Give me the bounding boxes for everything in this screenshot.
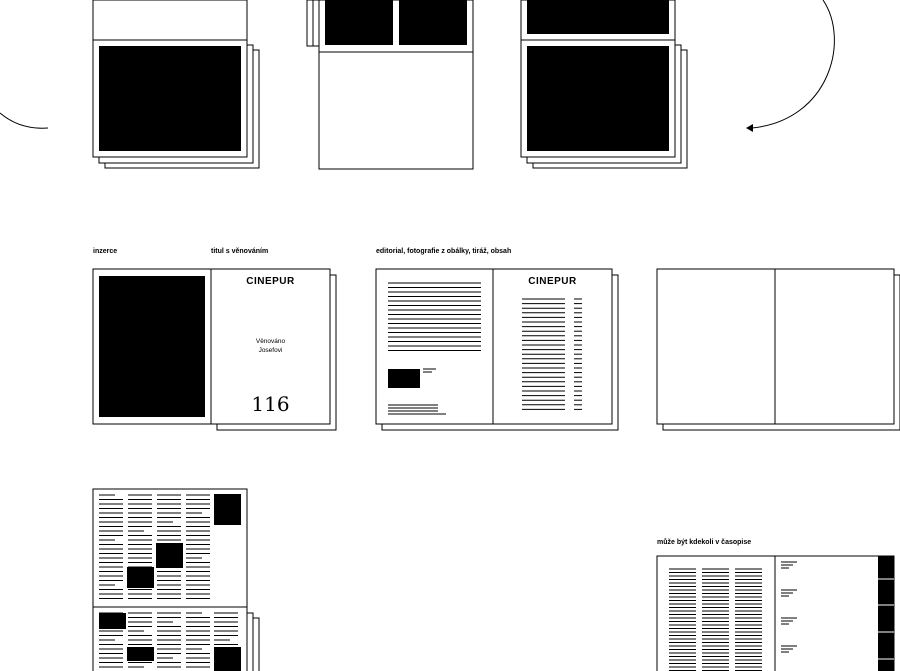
flow-arc-right: [752, 0, 834, 128]
photo-block: [99, 46, 241, 151]
photo-block: [99, 613, 126, 629]
side-tab-strip: [878, 556, 894, 671]
spread-bottom-right: [657, 556, 894, 671]
label-editorial: editorial, fotografie z obálky, tiráž, obsah: [376, 248, 512, 255]
advert-block: [99, 276, 205, 417]
dedication-line-2: Josefovi: [258, 347, 283, 354]
dedication-line-1: Věnováno: [255, 338, 286, 345]
photo-block: [214, 494, 241, 525]
label-titul: titul s věnováním: [211, 248, 269, 255]
masthead-contents-page: CINEPUR: [528, 276, 577, 287]
photo-block: [527, 0, 669, 34]
spread-top-middle: [307, 0, 473, 169]
photo-block: [214, 647, 241, 671]
spread-top-right: [521, 0, 687, 168]
spread-article-bottom-left: [93, 489, 259, 671]
photo-block: [127, 567, 154, 588]
dedication: [211, 337, 330, 355]
photo-block: [156, 543, 183, 568]
masthead-title-page: CINEPUR: [246, 276, 295, 287]
issue-number: 116: [251, 392, 290, 416]
cover-photo-thumb: [388, 369, 420, 388]
flow-arc-left: [0, 113, 48, 128]
photo-block: [127, 647, 154, 661]
photo-block: [399, 0, 467, 45]
label-kdekoli: může být kdekoli v časopise: [657, 539, 752, 546]
arrow-head-icon: [746, 124, 753, 132]
label-inzerce: inzerce: [93, 248, 118, 255]
photo-block: [325, 0, 393, 45]
spread-editorial: [376, 269, 618, 430]
spread-top-left: [93, 0, 259, 168]
spread-empty: [657, 269, 900, 430]
photo-block: [527, 46, 669, 151]
